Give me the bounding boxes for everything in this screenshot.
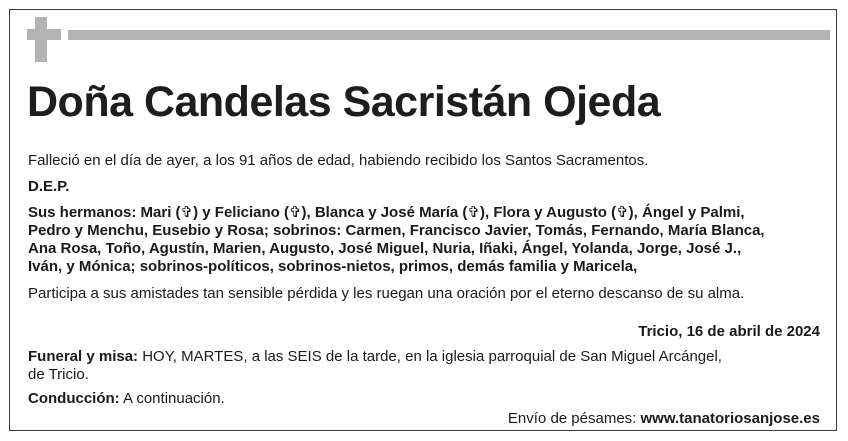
condolences	[508, 410, 820, 428]
funeral-info-cont	[28, 366, 828, 384]
conduccion-info	[28, 390, 828, 408]
family-line: Pedro y Menchu, Eusebio y Rosa; sobrinos: Carmen, Francisco Javier, Tomás, Fernando, María Blanca,	[28, 222, 765, 239]
announcement: Participa a sus amistades tan sensible pérdida y les ruegan una oración por el eterno descanso de su alma.	[28, 285, 745, 302]
condolences-link[interactable]: www.tanatoriosanjose.es	[640, 410, 820, 427]
death-notice: Falleció en el día de ayer, a los 91 años de edad, habiendo recibido los Santos Sacramentos.	[28, 152, 649, 169]
funeral-info	[28, 348, 828, 366]
condolences-label: Envío de pésames:	[507, 410, 641, 427]
funeral-text-cont: de Tricio.	[28, 366, 89, 383]
dep-label: D.E.P.	[28, 178, 70, 195]
deceased-name: Doña Candelas Sacristán Ojeda	[27, 78, 661, 126]
family-line: Iván, y Mónica; sobrinos-políticos, sobrinos-nietos, primos, demás familia y Maricela,	[28, 258, 638, 275]
cross-horizontal-bar	[27, 29, 61, 40]
conduccion-text: A continuación.	[119, 390, 225, 407]
place-date: Tricio, 16 de abril de 2024	[638, 323, 820, 340]
funeral-label: Funeral y misa:	[28, 348, 139, 365]
header-rule	[68, 30, 830, 40]
conduccion-label: Conducción:	[28, 390, 120, 407]
funeral-text: HOY, MARTES, a las SEIS de la tarde, en la iglesia parroquial de San Miguel Arcángel,	[138, 348, 722, 365]
family-line: Sus hermanos: Mari (✞) y Feliciano (✞), Blanca y José María (✞), Flora y Augusto (✞), Ángel y Palmi,	[28, 204, 745, 221]
family-line: Ana Rosa, Toño, Agustín, Marien, Augusto, José Miguel, Nuria, Iñaki, Ángel, Yolanda, Jorge, José J.,	[28, 240, 742, 257]
